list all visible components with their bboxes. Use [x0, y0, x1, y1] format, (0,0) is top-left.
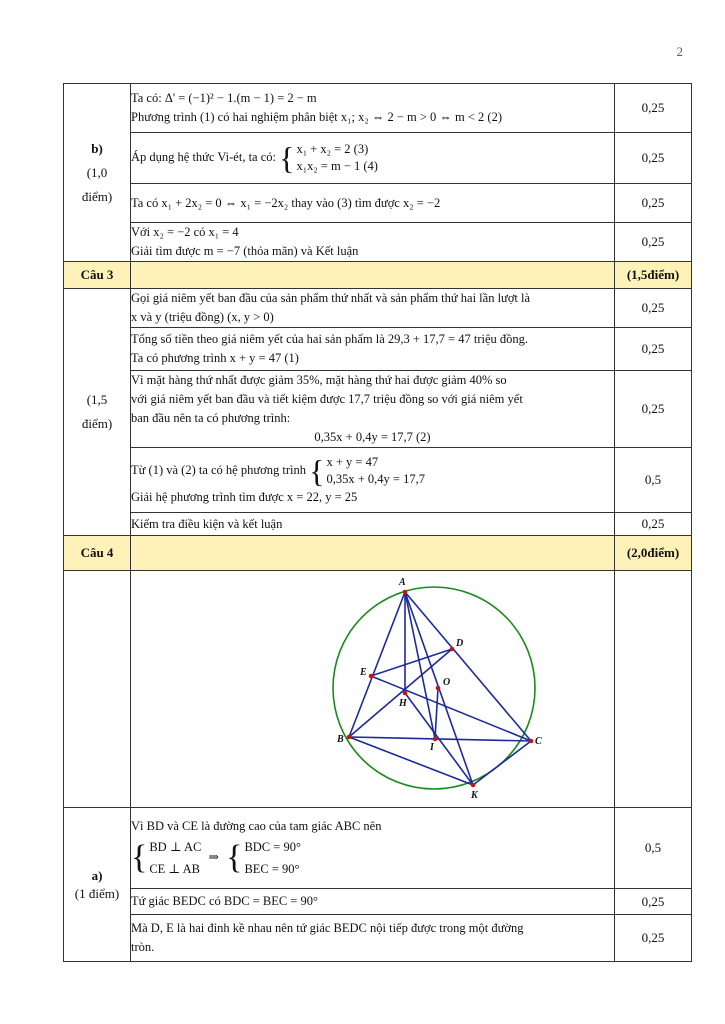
q3-label: [64, 289, 131, 536]
geometry-figure: [131, 571, 615, 803]
label-I: I: [430, 742, 434, 753]
answer-content: [131, 513, 615, 536]
score-cell: 0,25: [615, 328, 692, 371]
part-label-letter: b): [91, 140, 103, 156]
label-K: K: [471, 790, 478, 801]
answer-line: Giải tìm được m = −7 (thỏa mãn) và Kết luận: [131, 244, 359, 258]
score-cell: 0,25: [615, 223, 692, 262]
score-cell: 0,25: [615, 371, 692, 448]
system-equation: x₁ + x₂ = 2 (3): [296, 142, 369, 156]
segment-CE: [371, 676, 531, 741]
equation-system: [279, 141, 378, 175]
score-cell: 0,25: [615, 133, 692, 184]
part-b-label: [64, 84, 131, 262]
answer-content: [131, 371, 615, 448]
figure-points: [347, 590, 534, 788]
figure-score-cell: [615, 571, 692, 808]
segment-CK: [473, 741, 531, 785]
table-row: [64, 84, 692, 133]
part-label-unit: điểm): [81, 188, 113, 204]
brace-icon: {: [279, 140, 295, 176]
part-label-points: (1,0: [86, 164, 108, 180]
question-points: (2,0điểm): [615, 536, 692, 571]
answer-line: x và y (triệu đồng) (x, y > 0): [131, 310, 274, 324]
table-row: [64, 133, 692, 184]
answer-line: Từ (1) và (2) ta có hệ phương trình: [131, 462, 306, 477]
point-K: [471, 783, 476, 788]
table-row: [64, 328, 692, 371]
label-E: E: [360, 667, 367, 678]
question-header: [64, 262, 692, 289]
point-E: [369, 674, 374, 679]
part-label-points: (1,5: [86, 392, 108, 407]
part-a-label: [64, 808, 131, 962]
question-points: (1,5điểm): [615, 262, 692, 289]
table-row: [64, 915, 692, 962]
table-row: [64, 889, 692, 915]
figure-label-cell: [64, 571, 131, 808]
answer-line: với giá niêm yết ban đầu và tiết kiệm được 17,7 triệu đồng so với giá niêm yết: [131, 392, 523, 406]
answer-content: [131, 889, 615, 915]
question-title: Câu 4: [64, 536, 131, 571]
system-equation: x + y = 47: [326, 454, 379, 469]
brace-icon: {: [309, 452, 325, 489]
answer-line: Tổng số tiền theo giá niêm yết của hai sản phẩm là 29,3 + 17,7 = 47 triệu đồng.: [131, 332, 529, 346]
segment-OI: [435, 688, 438, 739]
answer-line: Tứ giác BEDC có: [131, 894, 221, 908]
answer-content: [131, 808, 615, 889]
answer-content: [131, 84, 615, 133]
point-D: [450, 647, 455, 652]
answer-line: Với x₂ = −2 có x₁ = 4: [131, 225, 239, 239]
equation-system: [309, 454, 425, 488]
answer-line: Vì BD và CE là đường cao của tam giác ABC nên: [131, 818, 382, 833]
point-C: [529, 739, 534, 744]
answer-content: [131, 328, 615, 371]
brace-icon: {: [226, 838, 243, 876]
equation-system: [226, 836, 301, 880]
question-header: [64, 536, 692, 571]
header-spacer: [131, 536, 615, 571]
system-equation: CE ⊥ AB: [149, 861, 200, 876]
table-row: [64, 571, 692, 808]
geometry-figure-cell: [131, 571, 615, 808]
label-A: A: [399, 577, 406, 588]
part-label-letter: a): [91, 867, 103, 883]
circumcircle: [333, 587, 535, 789]
segment-ED: [371, 649, 452, 676]
system-equation: 0,35x + 0,4y = 17,7: [326, 471, 425, 486]
point-I: [433, 737, 438, 742]
answer-line: Giải hệ phương trình tìm được x = 22, y = 25: [131, 489, 358, 504]
table-row: [64, 808, 692, 889]
score-cell: 0,5: [615, 448, 692, 513]
answer-line: Ta có x₁ + 2x₂ = 0 ⇔ x₁ = −2x₂ thay vào (3) tìm được x₂ = −2: [131, 195, 441, 210]
equation-line: BDC = BEC = 90°: [223, 894, 318, 908]
system-equation: x₁x₂ = m − 1 (4): [296, 159, 378, 173]
answer-line: Mà D, E là hai đỉnh kề nhau nên tứ giác BEDC nội tiếp được trong một đường: [131, 921, 524, 935]
answer-content: [131, 223, 615, 262]
score-cell: 0,25: [615, 889, 692, 915]
score-cell: 0,25: [615, 289, 692, 328]
answer-line: Ta có: Δ' = (−1)² − 1.(m − 1) = 2 − m: [131, 91, 317, 105]
point-H: [403, 691, 408, 696]
equation-system: [131, 836, 201, 880]
answer-line: Gọi giá niêm yết ban đầu của sản phẩm thứ nhất và sản phẩm thứ hai lần lượt là: [131, 291, 531, 305]
page-number: 2: [676, 44, 683, 59]
table-row: [64, 184, 692, 223]
score-cell: 0,25: [615, 184, 692, 223]
answer-line: Áp dụng hệ thức Vi-ét, ta có:: [131, 149, 276, 164]
answer-content: [131, 915, 615, 962]
answer-line: ban đầu nên ta có phương trình:: [131, 411, 291, 425]
label-C: C: [535, 736, 542, 747]
label-D: D: [456, 638, 464, 649]
equation-line: 0,35x + 0,4y = 17,7 (2): [314, 430, 431, 444]
label-B: B: [337, 734, 344, 745]
answer-content: [131, 184, 615, 223]
table-row: [64, 289, 692, 328]
score-cell: 0,5: [615, 808, 692, 889]
answer-line: Phương trình (1) có hai nghiệm phân biệt x₁; x₂ ⇔ 2 − m > 0 ⇔ m < 2 (2): [131, 110, 502, 124]
score-cell: 0,25: [615, 84, 692, 133]
score-cell: 0,25: [615, 513, 692, 536]
answer-content: [131, 133, 615, 184]
table-row: [64, 223, 692, 262]
label-H: H: [399, 698, 407, 709]
answer-line: Kiểm tra điều kiện và kết luận: [131, 516, 283, 531]
part-label-points: (1 điểm): [74, 885, 120, 901]
answer-table: [63, 83, 692, 962]
part-label-unit: điểm): [81, 416, 113, 431]
answer-line: Ta có phương trình x + y = 47 (1): [131, 351, 299, 365]
header-spacer: [131, 262, 615, 289]
implies-symbol: ⇒: [208, 850, 219, 864]
table-row: [64, 513, 692, 536]
segment-AB: [349, 592, 405, 737]
point-A: [403, 590, 408, 595]
question-title: Câu 3: [64, 262, 131, 289]
system-equation: BDC = 90°: [244, 839, 301, 854]
point-B: [347, 735, 352, 740]
system-equation: BEC = 90°: [244, 861, 300, 876]
table-row: [64, 448, 692, 513]
brace-icon: {: [131, 838, 148, 876]
point-O: [436, 686, 441, 691]
system-equation: BD ⊥ AC: [149, 839, 202, 854]
label-O: O: [443, 677, 451, 688]
table-row: [64, 371, 692, 448]
answer-content: [131, 448, 615, 513]
score-cell: 0,25: [615, 915, 692, 962]
answer-content: [131, 289, 615, 328]
answer-line: tròn.: [131, 940, 155, 954]
answer-line: Vì mặt hàng thứ nhất được giảm 35%, mặt hàng thứ hai được giảm 40% so: [131, 373, 507, 387]
